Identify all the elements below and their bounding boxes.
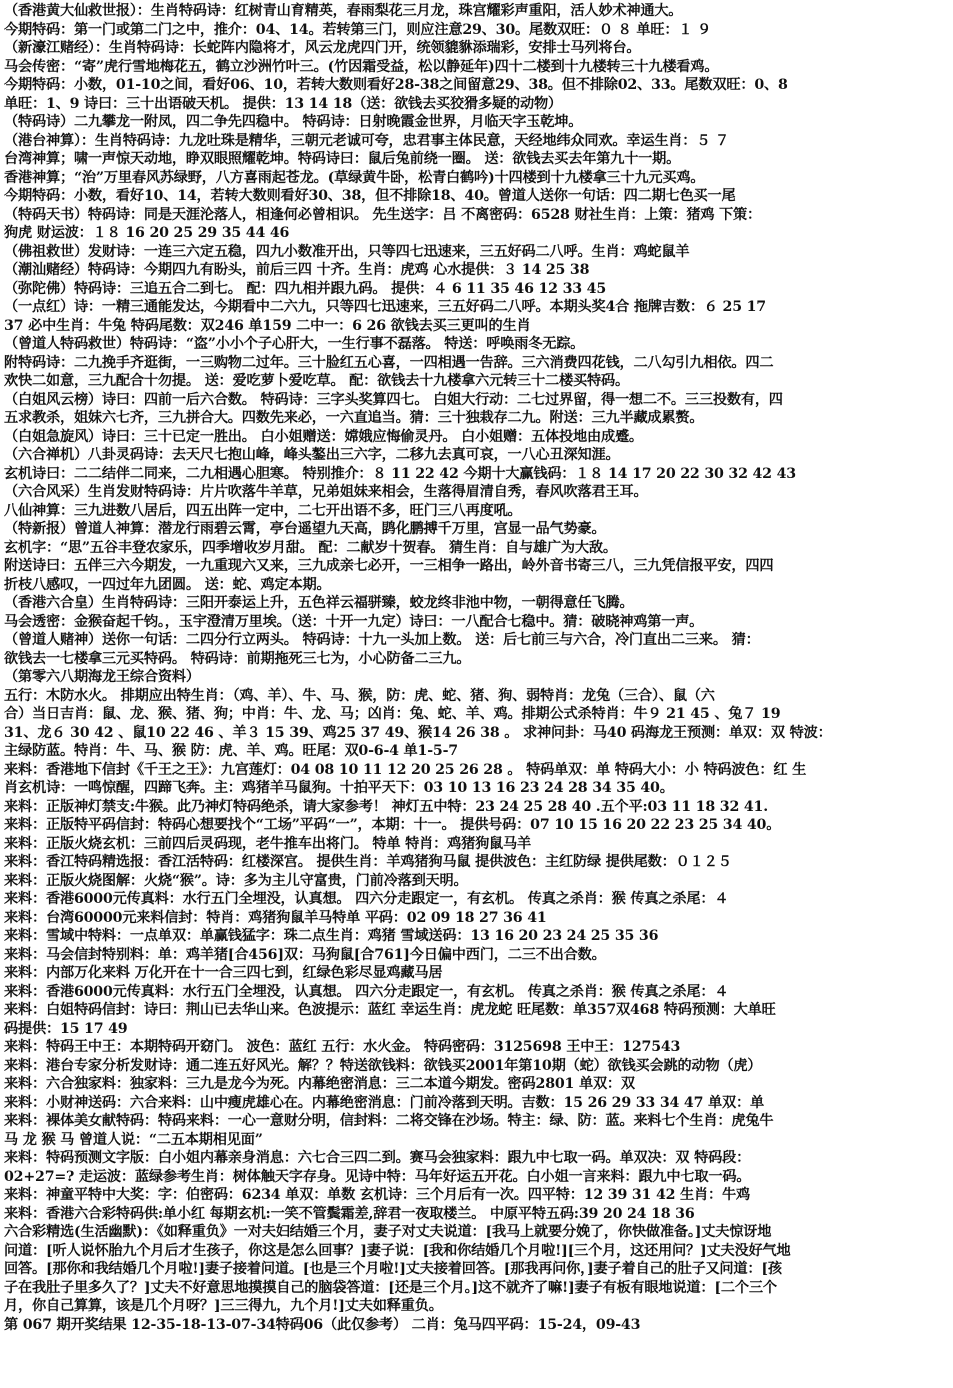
text-line: 主绿防蓝。特肖：牛、马、猴 防：虎、羊、鸡。旺尾：双0-6-4 单1-5-7 xyxy=(4,743,458,759)
text-line: 马 龙 猴 马 曾道人说：“二五本期相见面” xyxy=(4,1131,263,1148)
text-line: 玄机字：“思”五谷丰登农家乐，四季增收岁月甜。 配：二献岁十贺春。 猜生肖：自与雄广为大敌。 xyxy=(4,539,617,556)
text-line: （一点红）诗：一精三通能发达，今期看中二六九，只等四七迅速来，三五好码二八呼。本期头奖4合 拖牌吉数：６ 25 17 xyxy=(4,299,766,315)
text-line: 香港神算；“治”万里春风苏绿野，八方喜雨起苍龙。(草绿黄牛卧，松青白鹤吟)十四楼到十九楼拿三十九元买鸡。 xyxy=(4,169,705,186)
text-line: （曾道人赌神）送你一句话：二四分行立两头。 特码诗：十九一头加上数。 送：后七前三与六合，冷门直出二三来。 猜： xyxy=(4,632,760,648)
text-line: （六合禅机）八卦灵码诗：去天尺七抱山峰，峰头鏊出三六字，二移九去真可哀，一八心丑深知涯。 xyxy=(4,447,620,463)
text-line: 来料：六合独家料：独家料：三九是龙今为死。内幕绝密消息：三二本道今期发。密码2801 单双：双 xyxy=(4,1076,635,1092)
text-line: 欲钱去一七楼拿三元买特码。 特码诗：前期拖死三七为，小心防备二三九。 xyxy=(4,650,471,667)
text-line: 五行：木防水火。 排期应出特生肖：（鸡、羊）、牛、马、猴，防：虎、蛇、猪、狗、弱特肖：龙兔（三合）、鼠（六 xyxy=(4,687,715,704)
text-line: 折枝八感叹，一四过年九团圆。 送：蛇、鸡定本期。 xyxy=(4,576,331,593)
text-line: 回答。[那你和我结婚几个月啦!]妻子接着问道。[也是三个月啦!]丈夫接着回答。[那我再问你，]妻子着自己的肚子又问道：[孩 xyxy=(4,1261,782,1277)
text-line: 第 067 期开奖结果 12-35-18-13-07-34特码06（此仅参考） 二肖：兔马四平码：15-24，09-43 xyxy=(4,1316,641,1333)
text-line: 马会传密：“寄”虎行雪地梅花五，鹤立沙洲竹叶三。(竹因霜受益，松以静延年)四十二楼到十九楼转三十九楼看鸡。 xyxy=(4,58,719,75)
text-line: 来料：港台专家分析发财诗：通二连五好风光。解？？特送欲钱料：欲钱买2001年第10期（蛇）欲钱买会跳的动物（虎） xyxy=(4,1057,762,1074)
text-line: （香港黄大仙救世报）：生肖特码诗：红树青山育精英，春雨梨花三月龙，珠宫耀彩声重阳，活人妙术神通大。 xyxy=(4,3,683,19)
text-line: 来料：特码王中王：本期特码开窈门。 波色：蓝红 五行：水火金。 特码密码：3125698 王中王：127543 xyxy=(4,1039,681,1055)
text-line: 问道：[听人说怀胎九个月后才生孩子，你这是怎么回事？]妻子说：[我和你结婚几个月啦!][三个月，这还用问？]丈夫没好气地 xyxy=(4,1242,791,1259)
text-line: 今期特码：小数，看好10、14，若转大数则看好30、38，但不排除18、40。曾道人送你一句话：四二期七色买一尾 xyxy=(4,188,736,204)
text-line: 欢快二如意，三九配合十勿提。 送：爱吃萝卜爱吃草。 配：欲钱去十九楼拿六元转三十二楼买特码。 xyxy=(4,373,629,389)
text-line: 马会透密：金猴奋起千钧。，玉宇澄清万里埃。（送：十开一九定）诗曰：一八配合七稳中。猜：破晓神鸡第一声。 xyxy=(4,613,704,630)
text-line: （特新报）曾道人神算：潜龙行雨碧云霄，亭台遥望九天高，鹍化鹏搏千万里，宫显一品气势豪。 xyxy=(4,521,606,537)
text-line: 31、龙６ 30 42 、鼠10 22 46 、羊３ 15 39、鸡25 37 49、猴14 26 38 。 求神问卦：马40 码海龙王预测：单双：双 特波： xyxy=(4,724,832,741)
text-line: （白姐风云榜）诗曰：四前一后六合数。 特码诗：三字头奖算四七。 白姐大行动：二七过界留，得一想二不。三三投数有，四 xyxy=(4,391,783,408)
text-line: 来料：马会信封特别料：单：鸡羊猪[合456]双：马狗鼠[合761]今日偏中西门，二三不出合数。 xyxy=(4,946,606,963)
text-line: 玄机诗曰：二二结伴二同来，二九相遇心胆寒。 特别推介：８ 11 22 42 今期十大赢钱码：１８ 14 17 20 22 30 32 42 43 xyxy=(4,465,796,482)
text-line: （曾道人特码救世）特码诗：“盗”小小个子心肝大，一生行事不磊落。 特送：呼唤雨冬无踪。 xyxy=(4,336,585,352)
text-line: 今期特码：第一门或第二门之中，推介：04、14。若转第三门，则应注意29、30。尾数双旺：０ ８ 单旺：１ ９ xyxy=(4,21,712,38)
text-line: 八仙神算：三九进数八居后，四五出阵一定中，二七开出语不多，旺门三八再度吼。 xyxy=(4,502,522,519)
text-line: 肖玄机诗：一鸣惊醒，四蹄飞奔。主：鸡猪羊马鼠狗。十拍平天下：03 10 13 16 23 24 28 34 35 40。 xyxy=(4,780,674,796)
text-line: 来料：台湾60000元来料信封：特肖：鸡猪狗鼠羊马特单 平码：02 09 18 27 36 41 xyxy=(4,909,547,926)
text-line: 六合彩精选(生活幽默)：《如释重负》一对夫妇结婚三个月，妻子对丈夫说道：[我马上就要分娩了，你快做准备。]丈夫惊讶地 xyxy=(4,1224,772,1240)
text-line: 来料：香港地下信封《千王之王》：九宫莲灯：04 08 10 11 12 20 25 26 28 。 特码单双：单 特码大小：小 特码波色：红 生 xyxy=(4,761,807,778)
text-line: 来料：白姐特码信封：诗曰：荆山已去华山来。色波提示：蓝红 幸运生肖：虎龙蛇 旺尾数：单357双468 特码预测：大单旺 xyxy=(4,1002,776,1018)
text-line: （佛祖救世）发财诗：一连三六定五稳，四九小数准开出，只等四七迅速来，三五好码二八呼。生肖：鸡蛇鼠羊 xyxy=(4,243,690,260)
text-line: 台湾神算；啸一声惊天动地，睁双眼照耀乾坤。特码诗曰：鼠后兔前绕一圈。 送：欲钱去买去年第九十一期。 xyxy=(4,151,681,167)
text-line: 来料：神童平特中大奖：字：伯密码：6234 单双：单数 玄机诗：三个月后有一次。四平特：12 39 31 42 生肖：牛鸡 xyxy=(4,1187,750,1203)
text-line: （第零六八期海龙王综合资料） xyxy=(4,669,200,685)
text-line: 子在我肚子里多久了？]丈夫不好意思地摸摸自己的脑袋答道：[还是三个月。]这不就齐了嘛!]妻子有板有眼地说道：[二个三个 xyxy=(4,1279,777,1296)
text-line: 月，你自己算算，该是几个月呀？]三三得九，九个月!]丈夫如释重负。 xyxy=(4,1298,443,1314)
text-line: （香港六合皇）生肖特码诗：三阳开泰运上升，五色祥云福骈臻，蛟龙终非池中物，一朝得意任飞腾。 xyxy=(4,595,634,611)
text-line: （新濠江赌经）：生肖特码诗：长蛇阵内隐将才，风云龙虎四门开，统领貔貅添瑞彩，安排士马列将台。 xyxy=(4,40,641,56)
text-line: （特码天书）特码诗：同是天涯沦落人，相逢何必曾相识。 先生送字：吕 不离密码：6528 财社生肖：上策：猪鸡 下策： xyxy=(4,206,762,223)
text-line: 37 必中生肖：牛兔 特码尾数：双246 单159 二中一：6 26 欲钱去买三更叫的生肖 xyxy=(4,317,531,334)
text-line: 来料：正版火烧玄机：三前四后灵码现，老牛推车出将门。 特单 特肖：鸡猪狗鼠马羊 xyxy=(4,835,532,852)
text-line: 来料：香港六合彩特码供:单小红 每期玄机:一笑不管鬓霜差,辞君一夜取楼兰。 中原平特五码:39 20 24 18 36 xyxy=(4,1205,695,1222)
text-line: 附特码诗：二九挽手齐逛街，一三购物二过年。三十脸红五心喜，一四相遇一告辞。三六消费四花钱，二八勾引九相依。四二 xyxy=(4,354,774,371)
text-line: 码提供：15 17 49 xyxy=(4,1020,128,1037)
text-line: （潮汕赌经）特码诗：今期四九有盼头，前后三四 十齐。生肖：虎鸡 心水提供：３ 14 25 38 xyxy=(4,262,590,278)
text-line: 来料：香港6000元传真料：水行五门全埋没，认真想。 四六分走跟定一，有玄机。 传真之杀肖：猴 传真之杀尾：４ xyxy=(4,891,729,907)
text-line: 02+27=? 走运波：蓝绿参考生肖：树体触天字存身。见诗中特：马年好运五开花。白小姐一言来料：跟九中七取一码。 xyxy=(4,1168,751,1185)
text-line: （特码诗）二九攀龙一附凤，四二争先四稳中。 特码诗：日射晚霞金世界，月临天字玉乾坤。 xyxy=(4,114,583,130)
text-line: 来料：雪域中特料：一点单双：单赢钱猛字：珠二点生肖：鸡猪 雪域送码：13 16 20 23 24 25 35 36 xyxy=(4,928,659,944)
text-line: 来料：内部万化来料 万化开在十一合三四七到，红绿色彩尽显鸡藏马居 xyxy=(4,965,443,981)
text-line: （六合风采）生肖发财特码诗：片片吹落牛羊草，兄弟姐妹来相会，生落得眉清自秀，春风吹落君王耳。 xyxy=(4,484,648,500)
text-line: 附送诗曰：五伴三六今期发，一九重现六又来，三九成亲七必开，一三相争一路出，岭外音书寄三八，三九凭信报平安，四四 xyxy=(4,558,774,574)
text-line: 来料：小财神送码：六合来料：山中瘦虎雄心在。内幕绝密消息：门前冷落到天明。吉数：15 26 29 33 34 47 单双：单 xyxy=(4,1094,764,1111)
text-line: 狗虎 财运波：１８ 16 20 25 29 35 44 46 xyxy=(4,225,290,241)
text-line: （弥陀佛）特码诗：三追五合二到七。 配：四九相并跟九码。 提供：４ 6 11 35 46 12 33 45 xyxy=(4,280,607,297)
text-line: 来料：香港6000元传真料：水行五门全埋没，认真想。 四六分走跟定一，有玄机。 传真之杀肖：猴 传真之杀尾：４ xyxy=(4,983,729,1000)
text-line: （港台神算）：生肖特码诗：九龙吐珠是精华，三朝元老诚可夸，忠君事主体民意，天经地纬众同欢。幸运生肖：５ ７ xyxy=(4,132,729,149)
text-line: 来料：特码预测文字版：白小姐内幕亲身消息：六七合三四二到。赛马会独家料：跟九中七取一码。单双决：双 特码段： xyxy=(4,1150,751,1166)
text-line: 来料：正版神灯禁支:牛猴。此乃神灯特码绝杀，请大家参考！ 神灯五中特：23 24 25 28 40 .五个平:03 11 18 32 41. xyxy=(4,798,768,815)
text-line: 来料：正版火烧图解：火烧“猴”。诗：多为主儿守富贵，门前冷落到天明。 xyxy=(4,872,468,889)
text-line: 五求教杀，姐妹六七齐，三九拼合大。四数先来必，一六直追当。猜：三十独栽存二九。附送：三九半藏成累赘。 xyxy=(4,410,704,426)
text-line: 来料：正版特平码信封：特码心想要找个“工场”平码“一”，本期：十一。 提供号码：07 10 15 16 20 22 23 25 34 40。 xyxy=(4,817,781,833)
text-line: 合）当日吉肖：鼠、龙、猴、猪、狗；中肖：牛、龙、马；凶肖：兔、蛇、羊、鸡。排期公式杀特肖：牛９ 21 45 、兔７ 19 xyxy=(4,706,781,722)
text-line: 今期特码：小数，01-10之间，看好06、10，若转大数则看好28-38之间留意29、38。但不排除02、33。尾数双旺：0、8 xyxy=(4,77,788,93)
text-line: 来料：裸体美女献特码：特码来料：一心一意财分明，信封料：二将交锋在沙场。特主：绿、防：蓝。来料七个生肖：虎兔牛 xyxy=(4,1113,774,1129)
text-line: 单旺：1、9 诗曰：三十出语破天机。 提供：13 14 18（送：欲钱去买狡猾多疑的动物） xyxy=(4,95,562,112)
text-line: （白姐急旋风）诗曰：三十已定一胜出。 白小姐赠送：嫦娥应悔偷灵丹。 白小姐赠：五体投地由成蹙。 xyxy=(4,428,643,445)
text-line: 来料：香江特码精选报：香江活特码：红楼深宫。 提供生肖：羊鸡猪狗马鼠 提供波色：主红防绿 提供尾数：０１２５ xyxy=(4,854,732,870)
